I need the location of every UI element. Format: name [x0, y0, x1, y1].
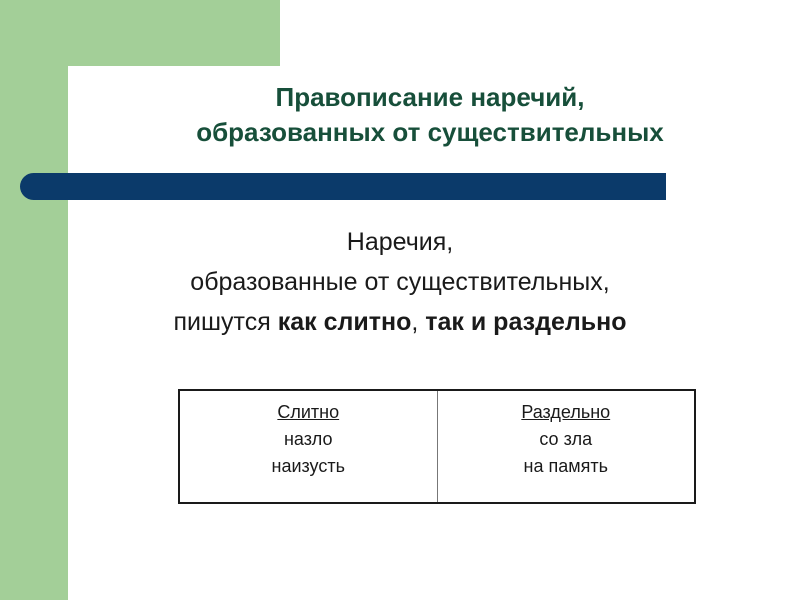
slide-title	[70, 80, 790, 150]
example-word: на память	[523, 456, 608, 476]
rule-emphasis-together: как слитно	[277, 308, 412, 336]
column-header-together: Слитно	[277, 402, 340, 422]
table-row	[179, 390, 695, 503]
slide-title-line-1: Правописание наречий,	[275, 82, 585, 112]
examples-table	[178, 389, 696, 504]
green-top-panel	[68, 0, 280, 66]
example-word: со зла	[539, 429, 593, 449]
title-divider-bar	[20, 173, 666, 200]
green-side-panel	[0, 0, 68, 600]
rule-line-3	[60, 302, 740, 342]
rule-line-2: образованные от существительных,	[190, 268, 610, 296]
slide-title-line-2: образованных от существительных	[196, 117, 664, 147]
example-word: назло	[283, 429, 333, 449]
column-together	[179, 390, 437, 503]
column-separate	[437, 390, 695, 503]
rule-emphasis-separate: так и раздельно	[425, 308, 627, 336]
rule-line-1: Наречия,	[346, 228, 454, 256]
example-word: наизусть	[271, 456, 345, 476]
column-header-separate: Раздельно	[521, 402, 611, 422]
rule-line-3-separator: ,	[411, 308, 426, 336]
rule-statement	[60, 222, 740, 342]
rule-line-3-prefix: пишутся	[173, 308, 278, 336]
